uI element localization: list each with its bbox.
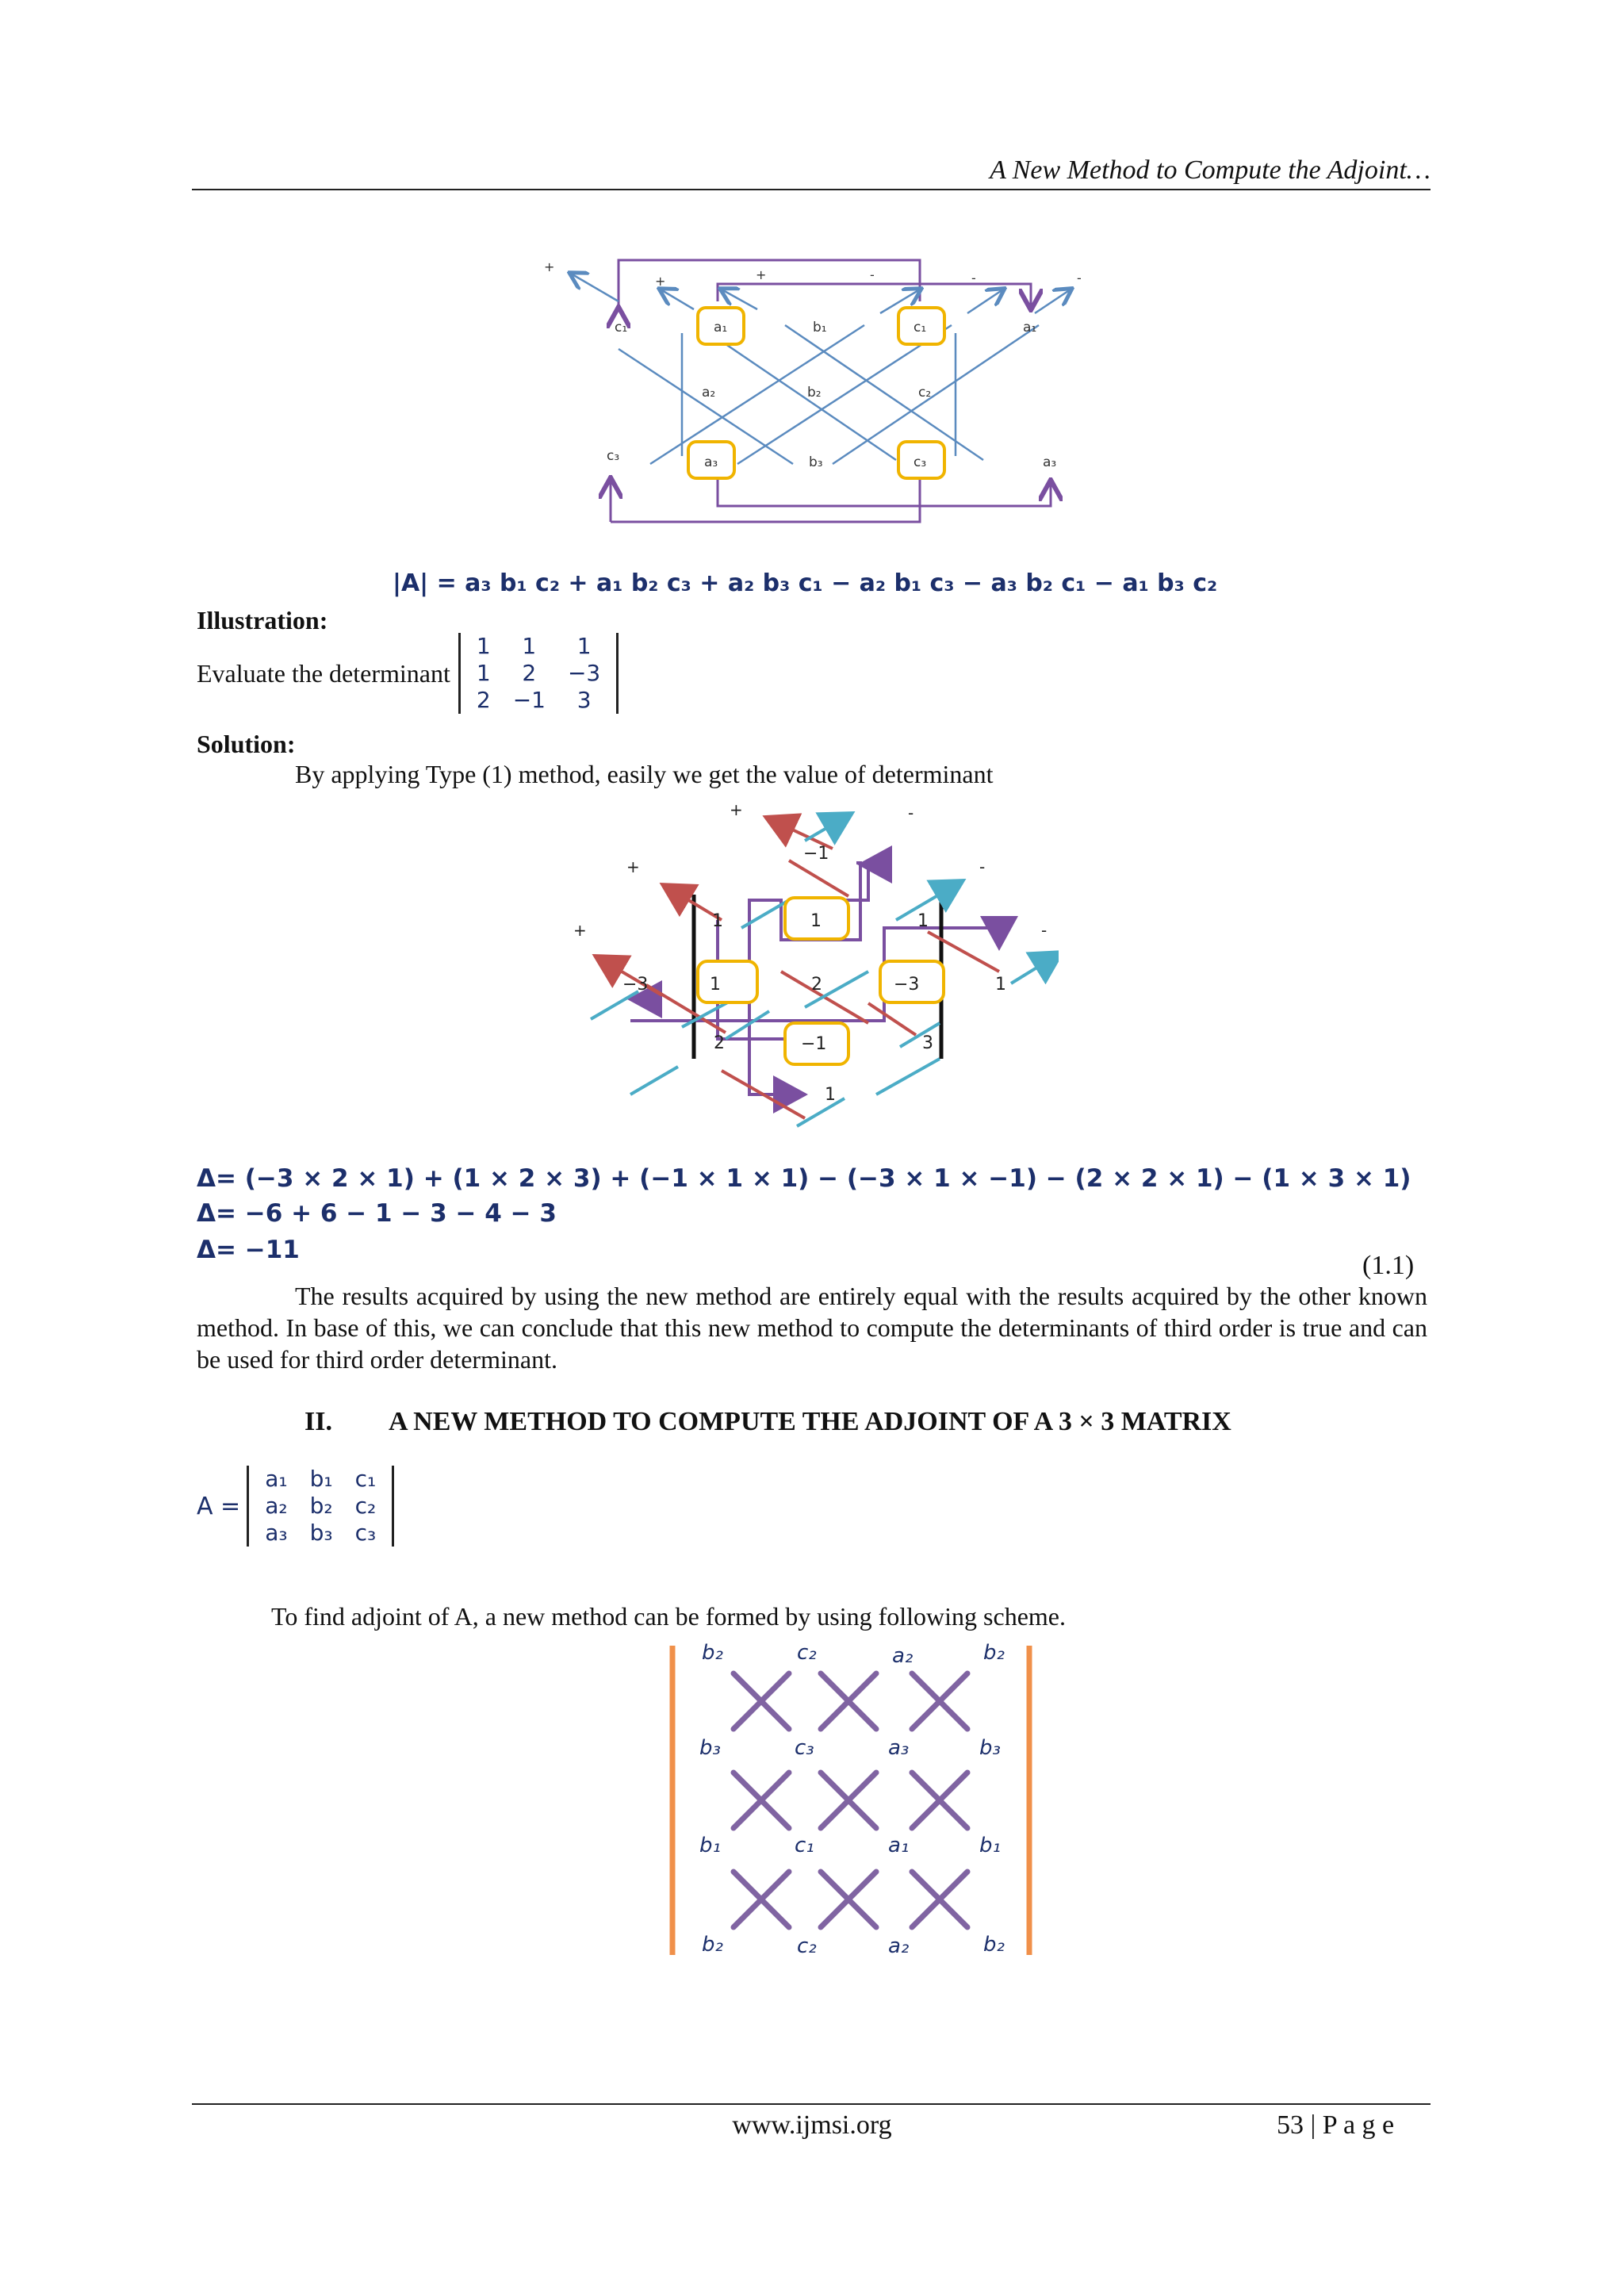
matrix-cell: −3 (567, 660, 601, 686)
figure-numeric-scheme (567, 801, 1059, 1150)
fig1-label: b₃ (809, 454, 823, 470)
matrix-cell: 1 (522, 633, 537, 659)
matrix-cell: b₂ (309, 1493, 333, 1519)
fig3-label: b₃ (699, 1736, 721, 1760)
plus-sign: + (730, 801, 743, 819)
fig2-value: −3 (622, 975, 649, 995)
plus-sign: + (626, 857, 640, 876)
minus-sign: - (1041, 921, 1048, 940)
matrix-cell: c₃ (354, 1520, 377, 1546)
matrix-cell: a₁ (265, 1466, 288, 1492)
fig2-value: 3 (922, 1033, 933, 1053)
fig3-label: c₂ (797, 1934, 817, 1958)
fig1-label: c₂ (918, 385, 932, 401)
fig1-label: a₁ (714, 320, 728, 335)
fig2-value: −1 (801, 1034, 827, 1054)
illustration-line (197, 633, 619, 714)
fig3-label: b₁ (979, 1834, 1001, 1857)
fig2-value: −3 (894, 975, 920, 995)
figure-adjoint-scheme (658, 1634, 1047, 1967)
matrix-cell: b₁ (309, 1466, 333, 1492)
minus-sign: - (908, 803, 914, 822)
fig3-label: a₂ (892, 1644, 914, 1668)
illustration-heading: Illustration: (197, 606, 328, 634)
illustration-prompt: Evaluate the determinant (197, 659, 450, 688)
fig1-label: c₃ (914, 454, 927, 470)
matrix-cell: c₁ (354, 1466, 377, 1492)
fig1-label: c₁ (914, 320, 927, 335)
fig1-label: c₁ (615, 320, 628, 335)
fig3-label: b₁ (699, 1834, 721, 1857)
matrix-a-label: A = (197, 1492, 241, 1520)
fig1-label: b₁ (813, 320, 827, 335)
fig2-value: 1 (710, 975, 721, 995)
determinant-formula: |A| = a₃ b₁ c₂ + a₁ b₂ c₃ + a₂ b₃ c₁ − a₂ b₁ c₃ − a₃ b₂ c₁ − a₁ b₃ c₂ (393, 569, 1218, 597)
matrix-cell: −1 (512, 687, 546, 713)
matrix-cell: 3 (576, 687, 592, 713)
fig2-value: 1 (825, 1085, 836, 1105)
plus-sign: + (756, 267, 767, 282)
illustration-matrix (458, 633, 619, 714)
section-title: A NEW METHOD TO COMPUTE THE ADJOINT OF A 3 × 3 MATRIX (389, 1407, 1231, 1436)
fig1-label: a₂ (702, 385, 716, 401)
fig3-label: b₂ (983, 1933, 1005, 1957)
matrix-cell: a₂ (265, 1493, 288, 1519)
fig2-value: 2 (714, 1033, 725, 1053)
matrix-cell: 2 (476, 687, 491, 713)
fig1-label: c₃ (607, 448, 620, 464)
footer-page-number: 53 | P a g e (1277, 2110, 1395, 2140)
fig3-label: b₂ (702, 1933, 723, 1957)
fig3-label: c₁ (795, 1834, 814, 1857)
fig2-value: 1 (917, 911, 929, 931)
fig3-label: a₁ (888, 1834, 910, 1857)
plus-sign: + (573, 921, 587, 940)
matrix-cell: a₃ (265, 1520, 288, 1546)
plus-sign: + (544, 259, 555, 274)
fig3-label: b₂ (983, 1641, 1005, 1665)
footer-website: www.ijmsi.org (732, 2110, 892, 2140)
fig3-label: c₂ (797, 1641, 817, 1665)
section-number: II. (304, 1407, 332, 1436)
solution-text: By applying Type (1) method, easily we get the value of determinant (295, 760, 994, 788)
matrix-cell: 1 (476, 633, 491, 659)
fig1-label: b₂ (807, 385, 822, 401)
footer-rule (192, 2103, 1431, 2105)
fig3-label: b₂ (702, 1641, 723, 1665)
fig3-label: a₂ (888, 1934, 910, 1958)
figure-determinant-scheme (539, 254, 1086, 531)
equation-number: (1.1) (1362, 1251, 1415, 1280)
matrix-a-body (247, 1466, 394, 1547)
delta-line-3: Δ= −11 (197, 1236, 300, 1264)
fig3-label: a₃ (888, 1736, 910, 1760)
matrix-cell: b₃ (309, 1520, 333, 1546)
minus-sign: - (870, 267, 875, 282)
fig2-value: 1 (712, 911, 723, 931)
matrix-cell: 1 (476, 660, 491, 686)
delta-line-2: Δ= −6 + 6 − 1 − 3 − 4 − 3 (197, 1199, 557, 1228)
matrix-a (197, 1466, 394, 1547)
fig1-label: a₃ (704, 454, 718, 470)
solution-heading: Solution: (197, 730, 296, 758)
matrix-cell: 1 (576, 633, 592, 659)
fig2-value: 2 (811, 975, 822, 995)
fig2-value: −1 (803, 844, 829, 864)
fig2-value: 1 (995, 975, 1006, 995)
fig3-label: c₃ (795, 1736, 814, 1760)
header-rule (192, 189, 1431, 190)
matrix-cell: c₂ (354, 1493, 377, 1519)
conclusion-paragraph: The results acquired by using the new method are entirely equal with the results acquired by the other known method. In base of this, we can conclude that this new method to compute the determinants of third order is true and can be used for third order determinant. (197, 1282, 1427, 1374)
matrix-cell: 2 (522, 660, 537, 686)
running-header: A New Method to Compute the Adjoint… (990, 155, 1431, 185)
minus-sign: - (979, 857, 986, 876)
delta-line-1: Δ= (−3 × 2 × 1) + (1 × 2 × 3) + (−1 × 1 × 1) − (−3 × 1 × −1) − (2 × 2 × 1) − (1 × 3 × 1) (197, 1164, 1411, 1193)
minus-sign: - (971, 270, 976, 286)
fig2-value: 1 (810, 911, 822, 931)
plus-sign: + (655, 274, 666, 289)
adjoint-intro: To find adjoint of A, a new method can be formed by using following scheme. (271, 1602, 1066, 1631)
minus-sign: - (1077, 270, 1082, 286)
fig1-label: a₃ (1043, 454, 1057, 470)
fig3-label: b₃ (979, 1736, 1001, 1760)
fig1-label: a₁ (1023, 320, 1037, 335)
